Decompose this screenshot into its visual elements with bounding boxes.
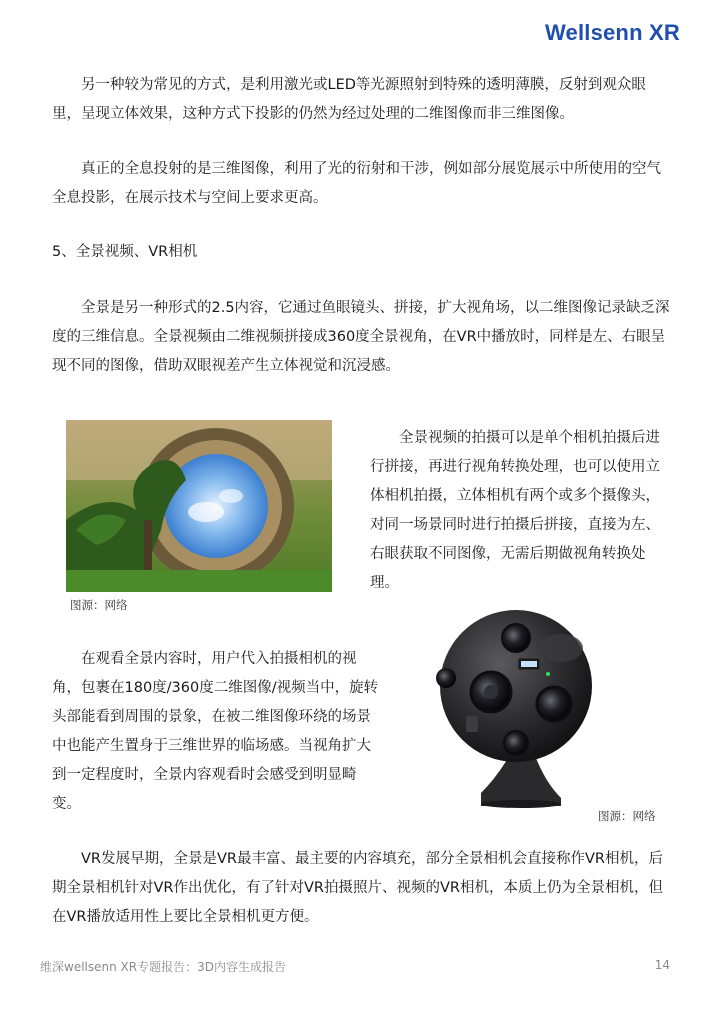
footer-report-title: 维深wellsenn XR专题报告：3D内容生成报告 xyxy=(40,960,286,974)
paragraph-led-projection: 另一种较为常见的方式，是利用激光或LED等光源照射到特殊的透明薄膜，反射到观众眼里，呈现立体效果，这种方式下投影的仍然为经过处理的二维图像而非三维图像。 xyxy=(52,77,646,122)
brand-logo: Wellsenn XR xyxy=(544,20,680,45)
image-caption-2: 图源：网络 xyxy=(598,809,656,823)
paragraph-panorama-intro: 全景是另一种形式的2.5内容，它通过鱼眼镜头、拼接，扩大视角场，以二维图像记录缺乏深度的三维信息。全景视频由二维视频拼接成360度全景视角，在VR中播放时，同样是左、右眼呈现不同的图像，借助双眼视差产生立体视觉和沉浸感。 xyxy=(52,300,670,374)
paragraph-shooting-methods: 全景视频的拍摄可以是单个相机拍摄后进行拼接，再进行视角转换处理，也可以使用立体相机拍摄，立体相机有两个或多个摄像头，对同一场景同时进行拍摄后拼接，直接为左、右眼获取不同图像，无需后期做视角转换处理。 xyxy=(370,430,660,591)
panorama-tiny-planet-photo xyxy=(66,420,332,592)
paragraph-holographic-projection: 真正的全息投射的是三维图像，利用了光的衍射和干涉，例如部分展览展示中所使用的空气全息投影，在展示技术与空间上要求更高。 xyxy=(52,161,661,206)
paragraph-viewing-experience: 在观看全景内容时，用户代入拍摄相机的视角，包裹在180度/360度二维图像/视频当中，旋转头部能看到周围的景象，在被二维图像环绕的场景中也能产生置身于三维世界的临场感。当视角扩大到一定程度时，全景内容观看时会感受到明显畸变。 xyxy=(52,651,379,812)
vr-camera-photo xyxy=(436,608,596,808)
section-heading: 5、全景视频、VR相机 xyxy=(52,244,198,260)
paragraph-vr-history: VR发展早期，全景是VR最丰富、最主要的内容填充，部分全景相机会直接称作VR相机，后期全景相机针对VR作出优化，有了针对VR拍摄照片、视频的VR相机，本质上仍为全景相机，但在VR播放适用性上要比全景相机更方便。 xyxy=(52,851,663,925)
image-caption-1: 图源：网络 xyxy=(70,598,128,612)
page-number: 14 xyxy=(654,958,670,972)
